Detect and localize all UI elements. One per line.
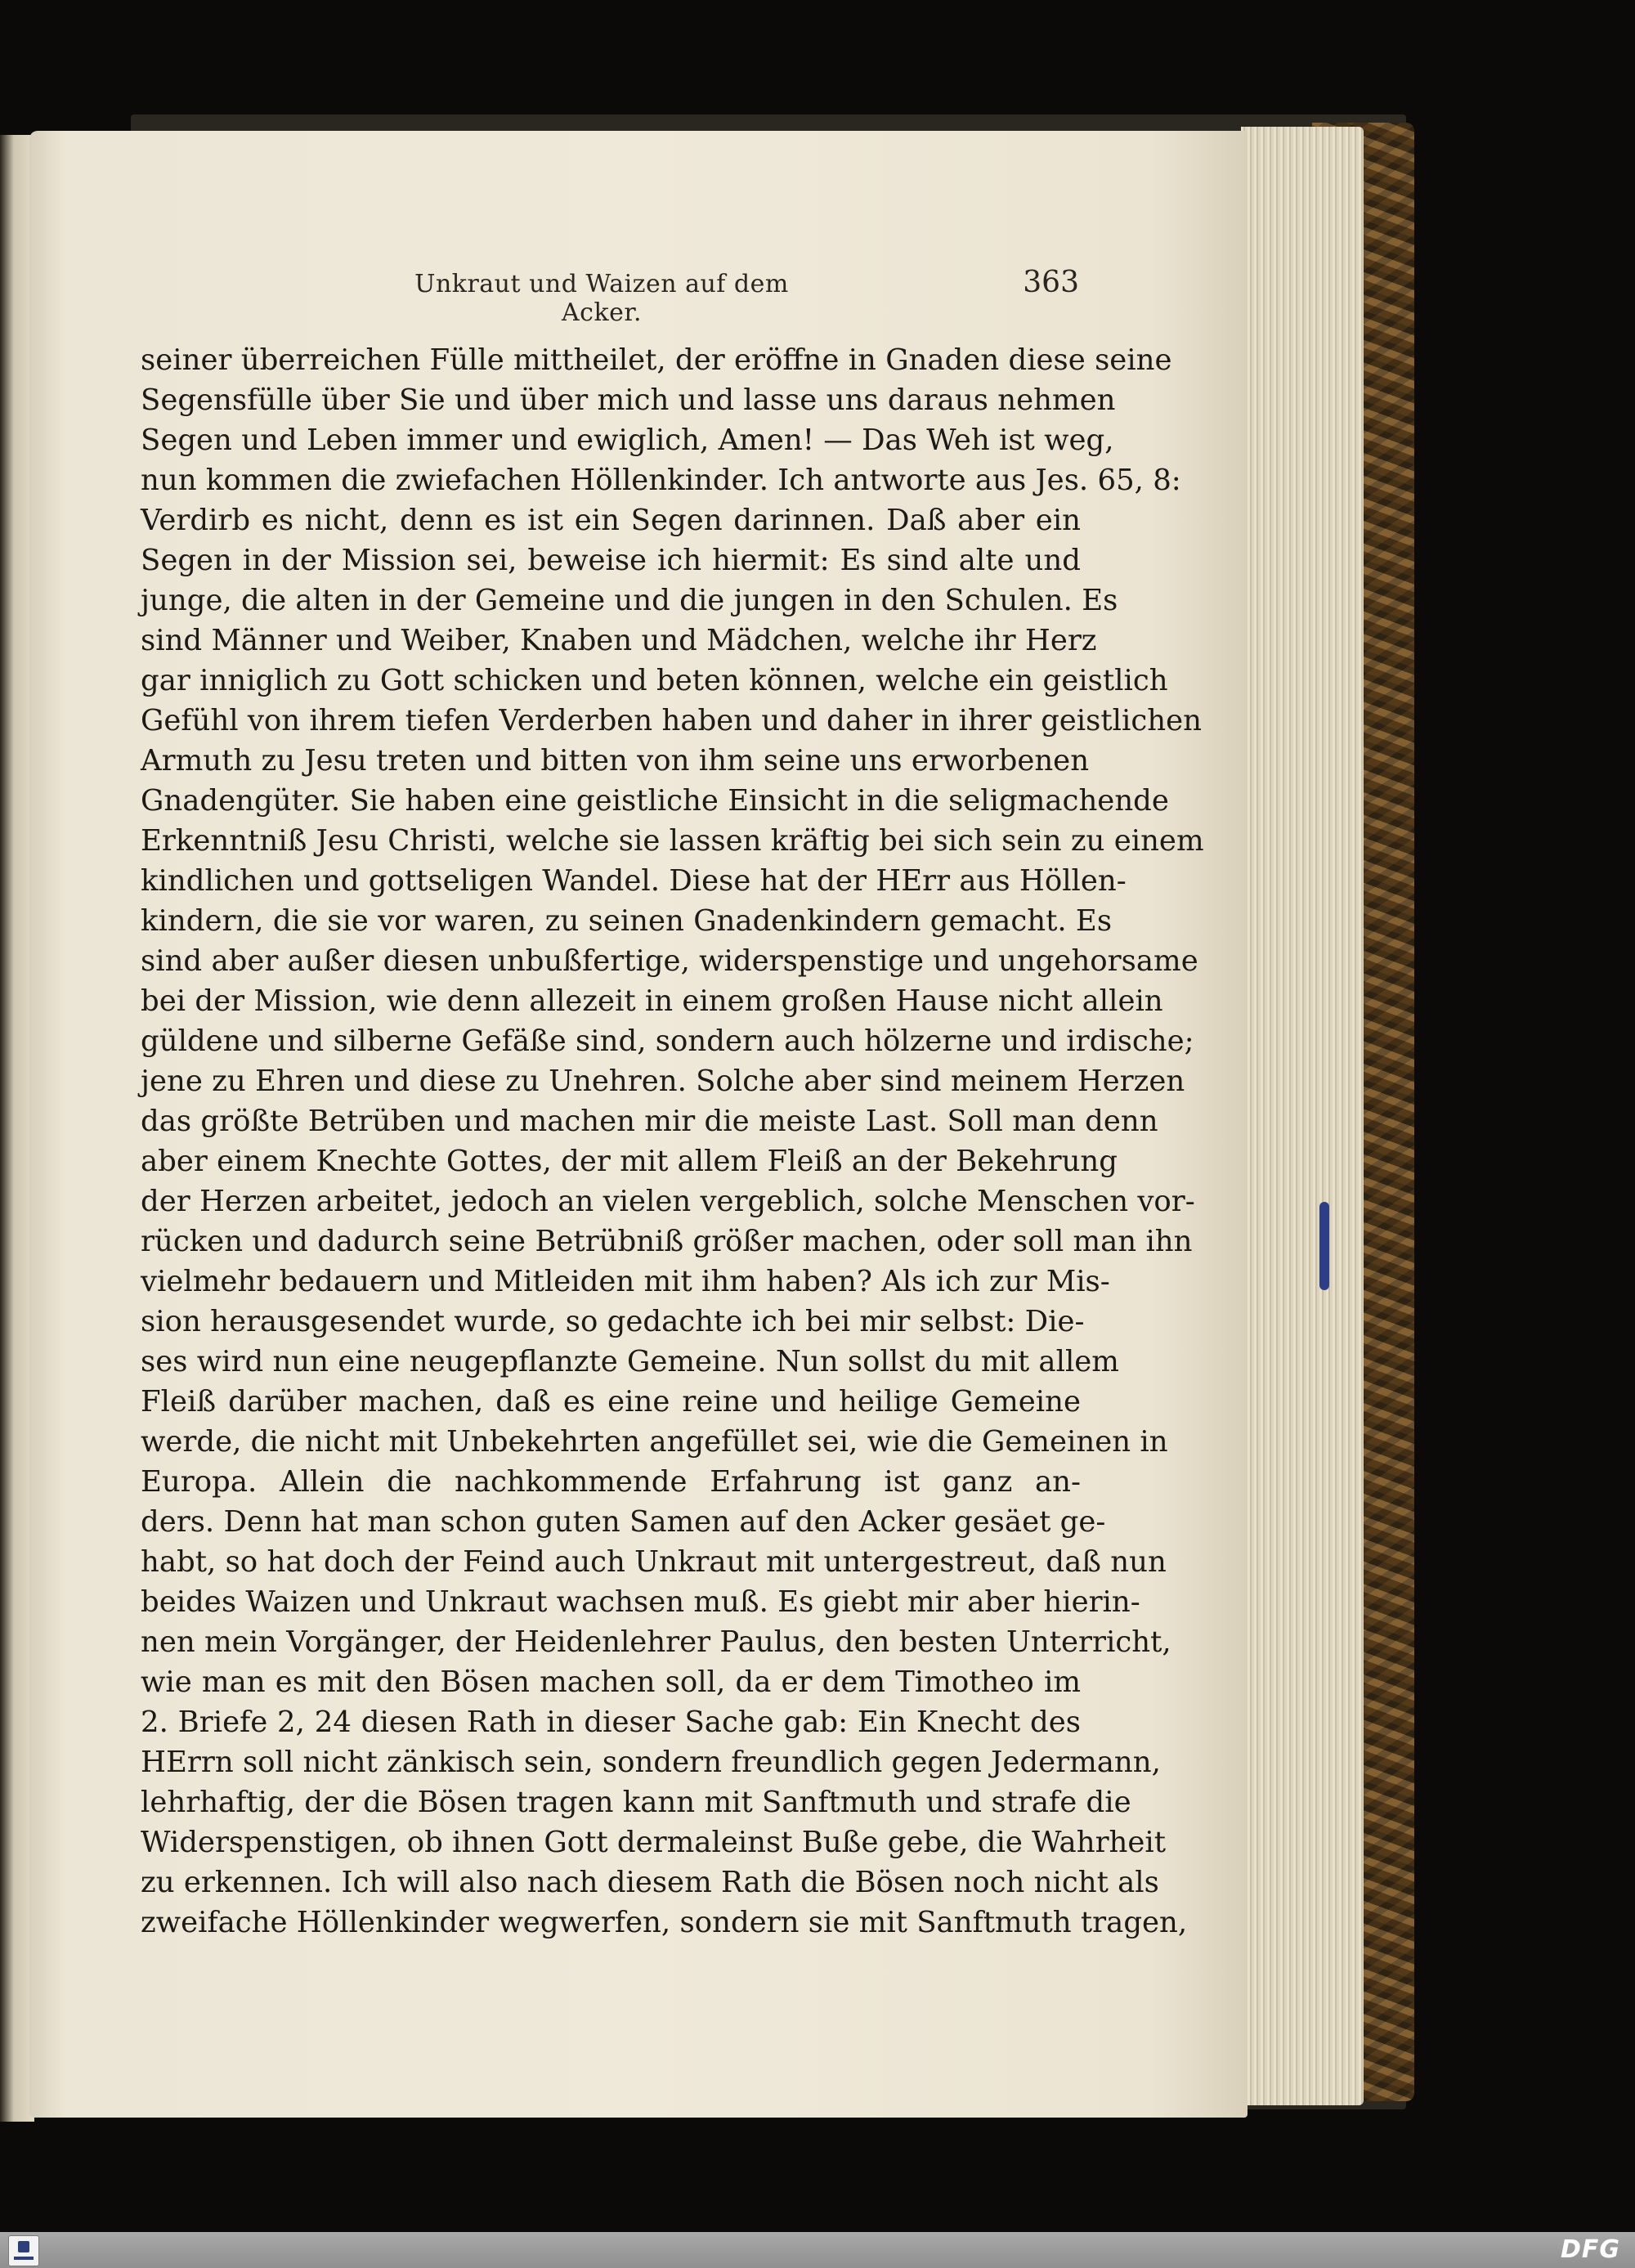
text-line: Segensfülle über Sie und über mich und lasse uns daraus nehmen [141,383,1116,417]
text-line: güldene und silberne Gefäße sind, sondern auch hölzerne und irdische; [141,1024,1194,1058]
text-line: seiner überreichen Fülle mittheilet, der eröffne in Gnaden diese seine [141,343,1172,377]
text-line: zweifache Höllenkinder wegwerfen, sondern sie mit Sanftmuth tragen, [141,1906,1188,1939]
text-line: gar inniglich zu Gott schicken und beten können, welche ein geistlich [141,664,1168,697]
text-line: ders. Denn hat man schon guten Samen auf den Acker gesäet ge- [141,1505,1106,1539]
text-line: junge, die alten in der Gemeine und die jungen in den Schulen. Es [141,584,1118,617]
text-line: wie man es mit den Bösen machen soll, da er dem Timotheo im [141,1665,1081,1699]
text-line: lehrhaftig, der die Bösen tragen kann mit Sanftmuth und strafe die [141,1786,1131,1819]
text-line: vielmehr bedauern und Mitleiden mit ihm haben? Als ich zur Mis- [141,1265,1110,1298]
text-line: kindern, die sie vor waren, zu seinen Gnadenkindern gemacht. Es [141,904,1113,938]
running-head: Unkraut und Waizen auf dem Acker. [414,270,789,327]
text-line: aber einem Knechte Gottes, der mit allem Fleiß an der Bekehrung [141,1145,1118,1178]
text-line: Fleiß darüber machen, daß es eine reine und heilige Gemeine [141,1385,1081,1419]
text-line: sind aber außer diesen unbußfertige, widerspenstige und ungehorsame [141,944,1198,978]
text-line: zu erkennen. Ich will also nach diesem Rath die Bösen noch nicht als [141,1866,1159,1899]
text-line: Segen in der Mission sei, beweise ich hiermit: Es sind alte und [141,544,1081,577]
text-line: sind Männer und Weiber, Knaben und Mädchen, welche ihr Herz [141,624,1097,657]
text-line: beides Waizen und Unkraut wachsen muß. Es giebt mir aber hierin- [141,1585,1140,1619]
text-line: bei der Mission, wie denn allezeit in einem großen Hause nicht allein [141,984,1163,1018]
text-line: ses wird nun eine neugepflanzte Gemeine. Nun sollst du mit allem [141,1345,1119,1378]
text-line: Armuth zu Jesu treten und bitten von ihm seine uns erworbenen [141,744,1090,778]
text-line: das größte Betrüben und machen mir die meiste Last. Soll man denn [141,1105,1158,1138]
library-logo-icon [8,2235,39,2266]
text-line: rücken und dadurch seine Betrübniß größer machen, oder soll man ihn [141,1225,1193,1258]
viewer-footer-bar [0,2232,1635,2268]
bookmark-ribbon [1319,1202,1329,1290]
text-line: der Herzen arbeitet, jedoch an vielen vergeblich, solche Menschen vor- [141,1185,1195,1218]
text-line: Gnadengüter. Sie haben eine geistliche Einsicht in die seligmachende [141,784,1169,818]
text-line: HErrn soll nicht zänkisch sein, sondern freundlich gegen Jedermann, [141,1746,1161,1779]
text-line: nun kommen die zwiefachen Höllenkinder. Ich antworte aus Jes. 65, 8: [141,464,1181,497]
page-number: 363 [1023,266,1079,299]
body-text [141,340,1204,1943]
dfg-logo: DFG [1560,2235,1620,2264]
text-line: Erkenntniß Jesu Christi, welche sie lassen kräftig bei sich sein zu einem [141,824,1204,858]
page-fore-edge [1241,127,1364,2105]
text-line: jene zu Ehren und diese zu Unehren. Solche aber sind meinem Herzen [141,1065,1185,1098]
text-line: Gefühl von ihrem tiefen Verderben haben und daher in ihrer geistlichen [141,704,1202,737]
text-line: habt, so hat doch der Feind auch Unkraut mit untergestreut, daß nun [141,1545,1167,1579]
text-line: kindlichen und gottseligen Wandel. Diese hat der HErr aus Höllen- [141,864,1127,898]
text-line: nen mein Vorgänger, der Heidenlehrer Paulus, den besten Unterricht, [141,1625,1171,1659]
text-line: sion herausgesendet wurde, so gedachte ich bei mir selbst: Die- [141,1305,1085,1338]
text-line: 2. Briefe 2, 24 diesen Rath in dieser Sache gab: Ein Knecht des [141,1705,1081,1739]
text-line: Europa. Allein die nachkommende Erfahrung ist ganz an- [141,1465,1081,1499]
text-line: Widerspenstigen, ob ihnen Gott dermaleinst Buße gebe, die Wahrheit [141,1826,1167,1859]
text-line: Segen und Leben immer und ewiglich, Amen! — Das Weh ist weg, [141,424,1114,457]
text-line: werde, die nicht mit Unbekehrten angefüllet sei, wie die Gemeinen in [141,1425,1168,1459]
text-line: Verdirb es nicht, denn es ist ein Segen darinnen. Daß aber ein [141,504,1081,537]
